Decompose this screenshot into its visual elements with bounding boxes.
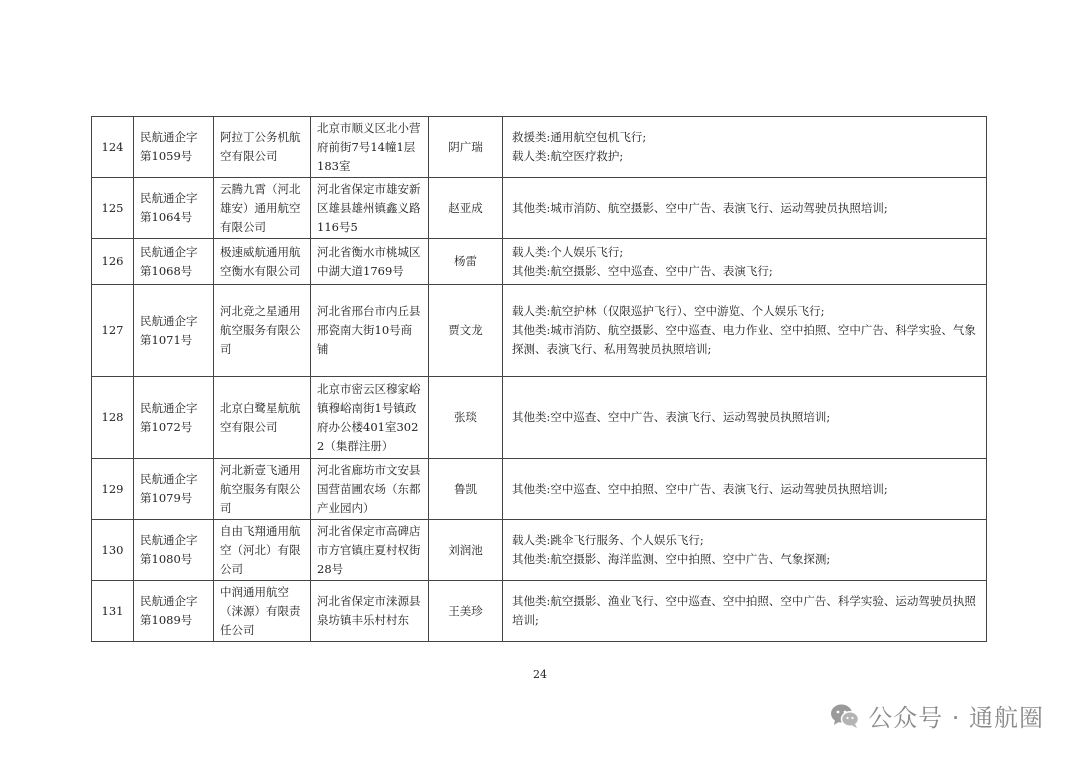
legal-representative: 赵亚成 bbox=[429, 178, 503, 239]
row-number: 124 bbox=[92, 117, 134, 178]
business-scope bbox=[503, 117, 987, 178]
wechat-icon bbox=[830, 703, 860, 729]
row-number: 128 bbox=[92, 377, 134, 459]
license-number: 民航通企字第1068号 bbox=[134, 239, 214, 285]
row-number: 130 bbox=[92, 520, 134, 581]
legal-representative: 贾文龙 bbox=[429, 285, 503, 377]
business-scope bbox=[503, 178, 987, 239]
row-number: 129 bbox=[92, 459, 134, 520]
watermark bbox=[830, 698, 1044, 733]
legal-representative: 王美珍 bbox=[429, 581, 503, 642]
company-name: 北京白鹭星航航空有限公司 bbox=[214, 377, 311, 459]
company-address: 北京市密云区穆家峪镇穆峪南街1号镇政府办公楼401室3022（集群注册） bbox=[311, 377, 429, 459]
business-scope bbox=[503, 285, 987, 377]
row-number: 127 bbox=[92, 285, 134, 377]
company-name: 河北竞之星通用航空服务有限公司 bbox=[214, 285, 311, 377]
table-row bbox=[92, 520, 987, 581]
business-scope bbox=[503, 239, 987, 285]
table-row bbox=[92, 178, 987, 239]
license-number: 民航通企字第1059号 bbox=[134, 117, 214, 178]
row-number: 125 bbox=[92, 178, 134, 239]
company-address: 河北省衡水市桃城区中湖大道1769号 bbox=[311, 239, 429, 285]
license-number: 民航通企字第1072号 bbox=[134, 377, 214, 459]
scope-line: 载人类:个人娱乐飞行; bbox=[512, 244, 624, 259]
scope-line: 其他类:空中巡查、空中广告、表演飞行、运动驾驶员执照培训; bbox=[512, 410, 831, 424]
scope-line: 载人类:航空医疗救护; bbox=[512, 149, 624, 163]
company-address: 河北省保定市高碑店市方官镇庄夏村权街28号 bbox=[311, 520, 429, 581]
company-name: 极速威航通用航空衡水有限公司 bbox=[214, 239, 311, 285]
business-scope bbox=[503, 581, 987, 642]
table-row bbox=[92, 459, 987, 520]
company-name: 云腾九霄（河北雄安）通用航空有限公司 bbox=[214, 178, 311, 239]
company-name: 河北新壹飞通用航空服务有限公司 bbox=[214, 459, 311, 520]
scope-line: 其他类:城市消防、航空摄影、空中巡查、电力作业、空中拍照、空中广告、科学实验、气象探测、表演飞行、私用驾驶员执照培训; bbox=[512, 323, 976, 356]
license-number: 民航通企字第1064号 bbox=[134, 178, 214, 239]
legal-representative: 鲁凯 bbox=[429, 459, 503, 520]
company-name: 自由飞翔通用航空（河北）有限公司 bbox=[214, 520, 311, 581]
page-number: 24 bbox=[533, 668, 547, 681]
row-number: 126 bbox=[92, 239, 134, 285]
scope-line: 载人类:跳伞飞行服务、个人娱乐飞行; bbox=[512, 533, 704, 547]
scope-line: 其他类:航空摄影、渔业飞行、空中巡查、空中拍照、空中广告、科学实验、运动驾驶员执照培训; bbox=[512, 594, 976, 627]
license-number: 民航通企字第1089号 bbox=[134, 581, 214, 642]
scope-line: 载人类:航空护林（仅限巡护飞行）、空中游览、个人娱乐飞行; bbox=[512, 304, 825, 318]
legal-representative: 杨雷 bbox=[429, 239, 503, 285]
company-address: 河北省邢台市内丘县邢瓷南大街10号商铺 bbox=[311, 285, 429, 377]
row-number: 131 bbox=[92, 581, 134, 642]
company-name: 中润通用航空（涞源）有限责任公司 bbox=[214, 581, 311, 642]
license-number: 民航通企字第1071号 bbox=[134, 285, 214, 377]
scope-line: 其他类:城市消防、航空摄影、空中广告、表演飞行、运动驾驶员执照培训; bbox=[512, 200, 888, 215]
license-table bbox=[91, 116, 987, 642]
company-address: 河北省保定市雄安新区雄县雄州镇鑫义路116号5 bbox=[311, 178, 429, 239]
table-row bbox=[92, 285, 987, 377]
watermark-text: 公众号 · 通航圈 bbox=[868, 704, 1044, 732]
table-row bbox=[92, 377, 987, 459]
scope-line: 救援类:通用航空包机飞行; bbox=[512, 130, 647, 144]
scope-line: 其他类:空中巡查、空中拍照、空中广告、表演飞行、运动驾驶员执照培训; bbox=[512, 481, 888, 496]
legal-representative: 刘润池 bbox=[429, 520, 503, 581]
business-scope bbox=[503, 377, 987, 459]
business-scope bbox=[503, 459, 987, 520]
company-name: 阿拉丁公务机航空有限公司 bbox=[214, 117, 311, 178]
license-number: 民航通企字第1080号 bbox=[134, 520, 214, 581]
table-row bbox=[92, 117, 987, 178]
table-row bbox=[92, 581, 987, 642]
scope-line: 其他类:航空摄影、空中巡查、空中广告、表演飞行; bbox=[512, 263, 773, 278]
company-address: 北京市顺义区北小营府前街7号14幢1层183室 bbox=[311, 117, 429, 178]
company-address: 河北省保定市涞源县泉坊镇丰乐村村东 bbox=[311, 581, 429, 642]
license-number: 民航通企字第1079号 bbox=[134, 459, 214, 520]
company-address: 河北省廊坊市文安县国营苗圃农场（东都产业园内） bbox=[311, 459, 429, 520]
legal-representative: 张琰 bbox=[429, 377, 503, 459]
table-row bbox=[92, 239, 987, 285]
legal-representative: 阴广瑞 bbox=[429, 117, 503, 178]
scope-line: 其他类:航空摄影、海洋监测、空中拍照、空中广告、气象探测; bbox=[512, 552, 831, 566]
business-scope bbox=[503, 520, 987, 581]
